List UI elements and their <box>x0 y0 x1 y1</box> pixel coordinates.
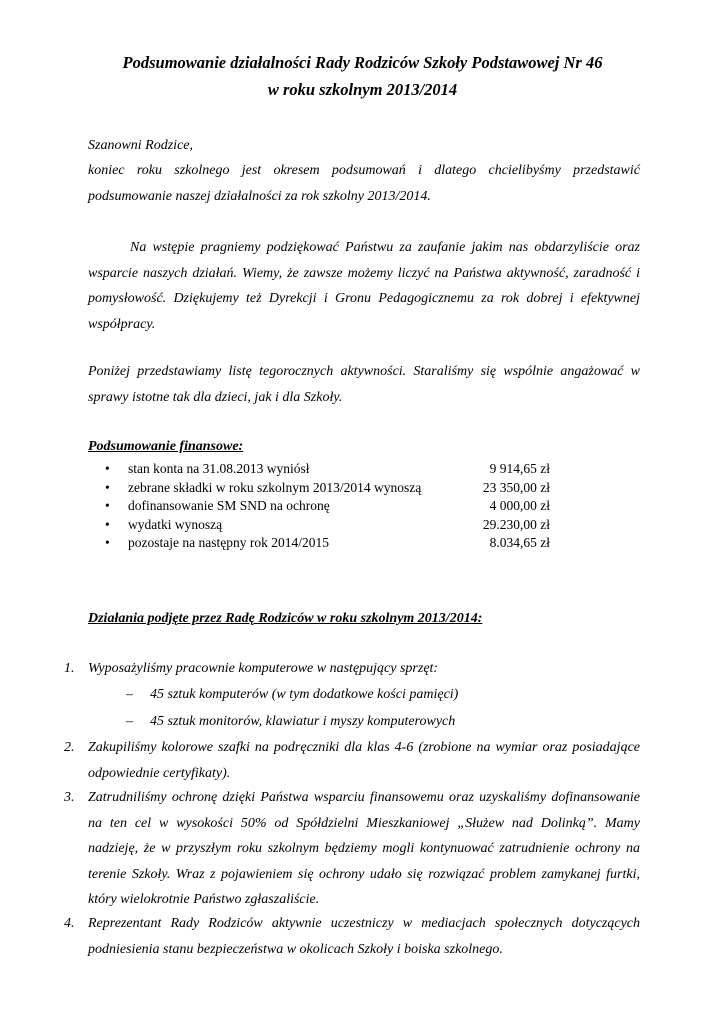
bullet-icon: • <box>105 498 110 513</box>
finance-item <box>105 460 550 479</box>
activities-intro-paragraph: Poniżej przedstawiamy listę tegorocznych aktywności. Staraliśmy się wspólnie angażować w sprawy istotne tak dla dzieci, jak i dla Szkoły. <box>88 364 640 405</box>
action-number: 1. <box>64 661 75 676</box>
finance-item <box>105 479 550 498</box>
action-text: Wyposażyliśmy pracownie komputerowe w następujący sprzęt: <box>88 661 439 676</box>
finance-item-amount: 29.230,00 zł <box>482 516 550 532</box>
action-text: Zakupiliśmy kolorowe szafki na podręczniki dla klas 4-6 (zrobione na wymiar oraz posiadające odpowiednie certyfikaty). <box>88 740 640 781</box>
finance-item-label: pozostaje na następny rok 2014/2015 <box>128 535 329 550</box>
action-number: 3. <box>64 790 75 805</box>
finance-item-amount: 8.034,65 zł <box>489 535 550 550</box>
action-number: 2. <box>64 740 75 755</box>
action-number: 4. <box>64 916 75 931</box>
document-subtitle: w roku szkolnym 2013/2014 <box>267 80 458 99</box>
action-subitem-text: 45 sztuk monitorów, klawiatur i myszy komputerowych <box>150 714 456 729</box>
bullet-icon: • <box>105 461 110 476</box>
intro-paragraph: koniec roku szkolnego jest okresem podsumowań i dlatego chcielibyśmy przedstawić podsumowanie naszej działalności za rok szkolny 2013/2014. <box>88 163 640 204</box>
bullet-icon: • <box>105 535 110 550</box>
finance-list <box>105 460 550 553</box>
finance-item-label: dofinansowanie SM SND na ochronę <box>128 498 330 513</box>
action-text: Zatrudniliśmy ochronę dzięki Państwa wsparciu finansowemu oraz uzyskaliśmy dofinansowanie na ten cel w wysokości 50% od Spółdzielni Mieszkaniowej „Służew nad Dolinką”. Mamy nadzieję, że w przyszłym roku szkolnym będziemy mogli kontynuować zatrudnienie ochrony na terenie Szkoły. Wraz z pojawieniem się ochrony udało się rozwiązać problem zamykanej furtki, który wielokrotnie Państwo zgłaszaliście. <box>88 790 640 907</box>
finance-heading: Podsumowanie finansowe: <box>88 439 244 454</box>
greeting: Szanowni Rodzice, <box>88 138 193 153</box>
finance-item-label: stan konta na 31.08.2013 wyniósł <box>128 461 310 476</box>
document-title: Podsumowanie działalności Rady Rodziców Szkoły Podstawowej Nr 46 <box>122 53 603 72</box>
finance-item <box>105 497 550 516</box>
action-subitem-text: 45 sztuk komputerów (w tym dodatkowe kości pamięci) <box>150 687 459 702</box>
finance-item <box>105 534 550 553</box>
action-text: Reprezentant Rady Rodziców aktywnie uczestniczy w mediacjach społecznych dotyczących podniesienia stanu bezpieczeństwa w okolicach Szkoły i boiska szkolnego. <box>88 916 640 957</box>
actions-heading: Działania podjęte przez Radę Rodziców w roku szkolnym 2013/2014: <box>88 611 483 626</box>
bullet-icon: • <box>105 516 110 532</box>
thanks-paragraph: Na wstępie pragniemy podziękować Państwu za zaufanie jakim nas obdarzyliście oraz wsparcie naszych działań. Wiemy, że zawsze możemy liczyć na Państwa aktywność, zaradność i pomysłowość. Dziękujemy też Dyrekcji i Gronu Pedagogicznemu za rok dobrej i efektywnej współpracy. <box>88 240 640 332</box>
dash-icon: – <box>126 687 133 702</box>
bullet-icon: • <box>105 479 110 495</box>
finance-item-amount: 4 000,00 zł <box>489 498 550 513</box>
finance-item-label: zebrane składki w roku szkolnym 2013/2014 wynoszą <box>128 479 422 495</box>
finance-item-amount: 23 350,00 zł <box>482 479 550 495</box>
finance-item <box>105 516 550 535</box>
dash-icon: – <box>126 714 133 729</box>
finance-item-amount: 9 914,65 zł <box>489 461 550 476</box>
finance-item-label: wydatki wynoszą <box>128 516 223 532</box>
